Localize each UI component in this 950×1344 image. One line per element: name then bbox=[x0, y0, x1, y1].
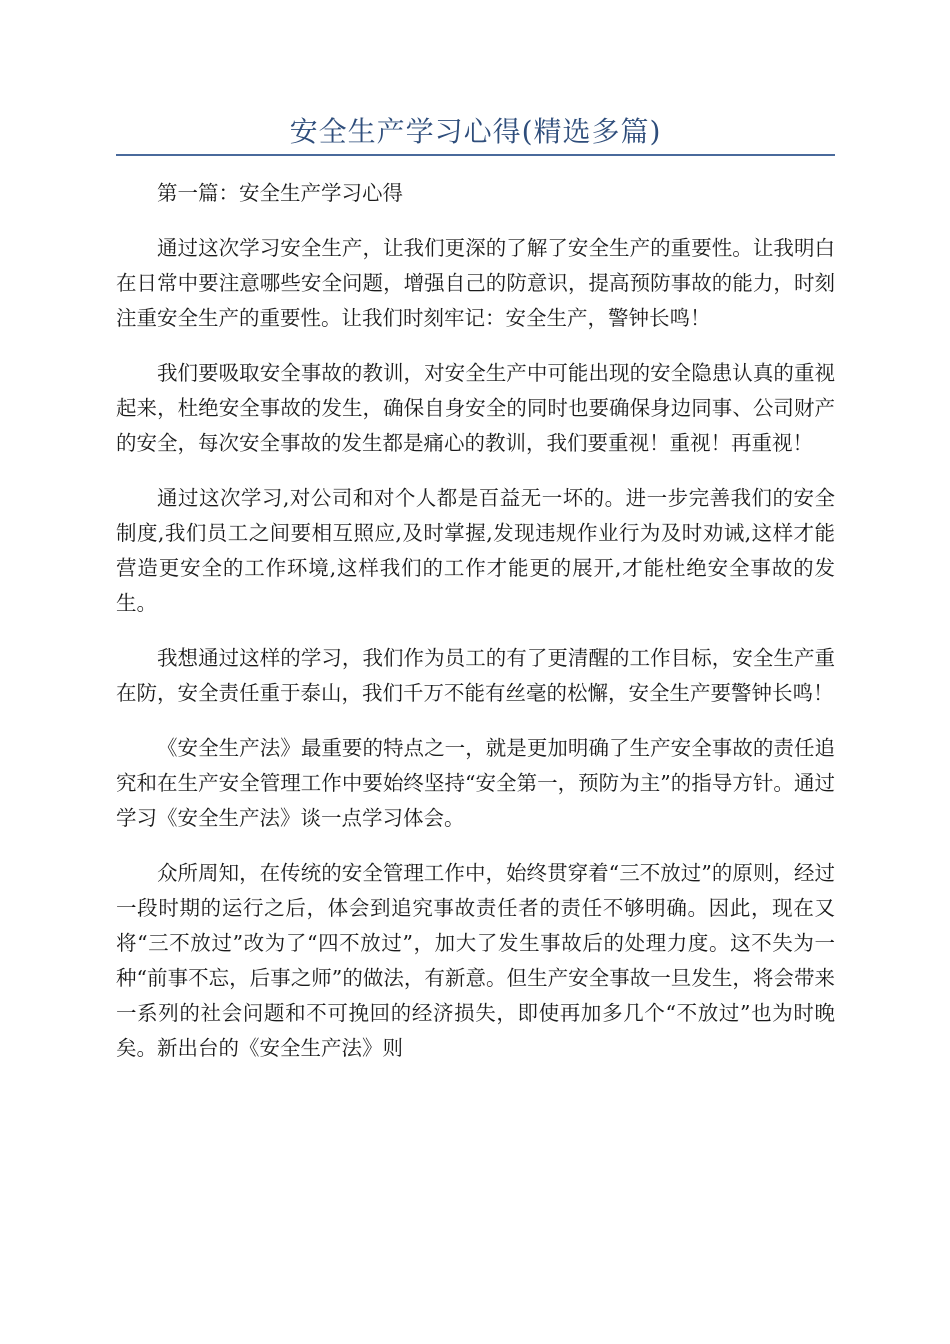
paragraph: 通过这次学习安全生产，让我们更深的了解了安全生产的重要性。让我明白在日常中要注意哪些安全问题，增强自己的防意识，提高预防事故的能力，时刻注重安全生产的重要性。让我们时刻牢记：安全生产，警钟长鸣！ bbox=[116, 236, 835, 330]
section-heading: 第一篇：安全生产学习心得 bbox=[157, 181, 403, 205]
title-underline bbox=[116, 154, 835, 156]
document-body bbox=[116, 176, 835, 1086]
paragraph: 众所周知，在传统的安全管理工作中，始终贯穿着“三不放过”的原则，经过一段时期的运行之后，体会到追究事故责任者的责任不够明确。因此，现在又将“三不放过”改为了“四不放过”，加大了发生事故后的处理力度。这不失为一种“前事不忘，后事之师”的做法，有新意。但生产安全事故一旦发生，将会带来一系列的社会问题和不可挽回的经济损失，即使再加多几个“不放过”也为时晚矣。新出台的《安全生产法》则 bbox=[116, 861, 835, 1060]
paragraph: 我们要吸取安全事故的教训，对安全生产中可能出现的安全隐患认真的重视起来，杜绝安全事故的发生，确保自身安全的同时也要确保身边同事、公司财产的安全，每次安全事故的发生都是痛心的教训，我们要重视！重视！再重视！ bbox=[116, 361, 835, 455]
paragraph: 通过这次学习,对公司和对个人都是百益无一坏的。进一步完善我们的安全制度,我们员工之间要相互照应,及时掌握,发现违规作业行为及时劝诫,这样才能营造更安全的工作环境,这样我们的工作才能更的展开,才能杜绝安全事故的发生。 bbox=[116, 486, 835, 615]
paragraph: 我想通过这样的学习，我们作为员工的有了更清醒的工作目标，安全生产重在防，安全责任重于泰山，我们千万不能有丝毫的松懈，安全生产要警钟长鸣！ bbox=[116, 646, 835, 705]
paragraph: 《安全生产法》最重要的特点之一，就是更加明确了生产安全事故的责任追究和在生产安全管理工作中要始终坚持“安全第一，预防为主”的指导方针。通过学习《安全生产法》谈一点学习体会。 bbox=[116, 736, 835, 830]
document-title: 安全生产学习心得(精选多篇) bbox=[289, 115, 662, 148]
